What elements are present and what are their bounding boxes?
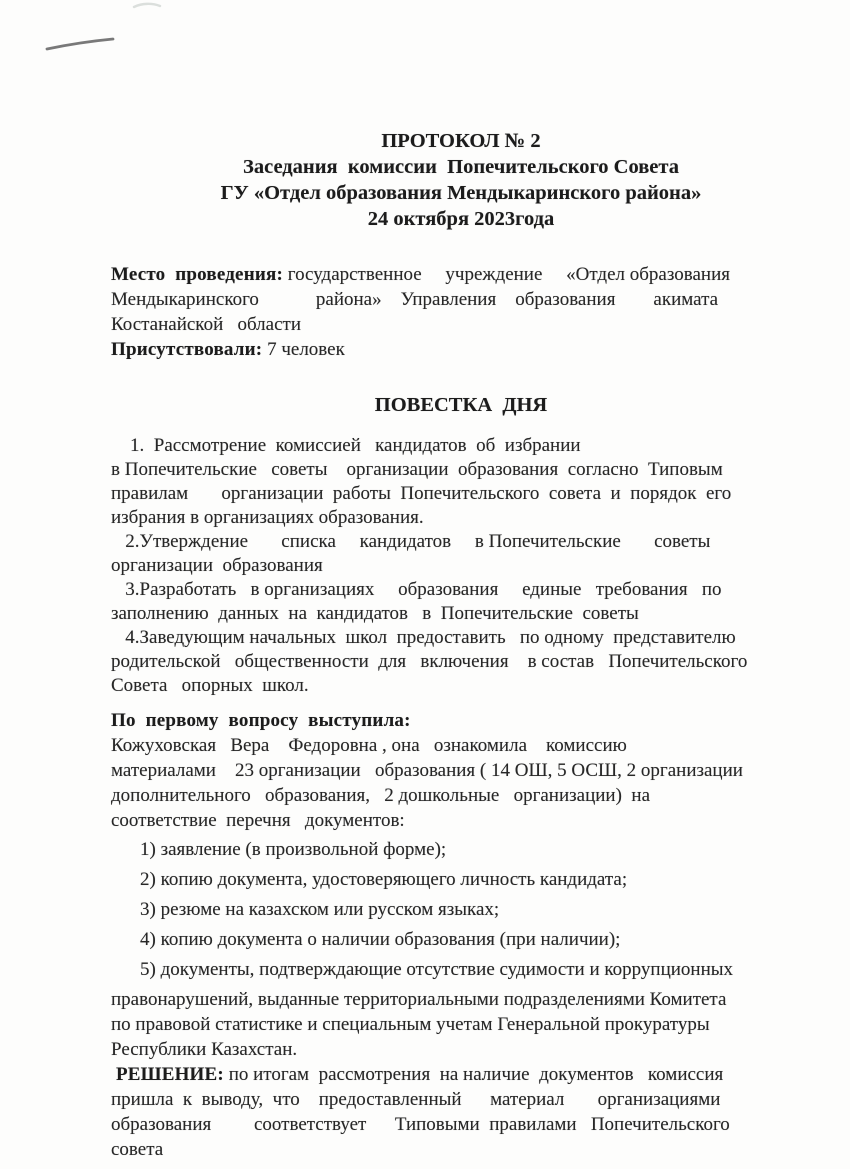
documents-continuation-line: Республики Казахстан. <box>111 1039 298 1060</box>
documents-list <box>111 837 811 982</box>
question-1-paragraph-line: дополнительного образования, 2 дошкольные организации) на <box>111 785 651 806</box>
documents-continuation <box>111 987 811 1062</box>
agenda-paragraph-line: в Попечительские советы организации образования согласно Типовым <box>111 459 723 480</box>
title-block-line: Заседания комиссии Попечительского Совета <box>243 156 679 178</box>
title-block-line: ПРОТОКОЛ № 2 <box>381 130 541 152</box>
question-1-paragraph-line: Кожуховская Вера Федоровна , она ознакомила комиссию <box>111 735 627 756</box>
agenda-paragraph-line: родительской общественности для включения в состав Попечительского <box>111 651 748 672</box>
question-1-paragraph-line: соответствие перечня документов: <box>111 810 405 831</box>
agenda-paragraph-line: 2.Утверждение списка кандидатов в Попечительские советы <box>111 531 711 552</box>
agenda-paragraph-line: Совета опорных школ. <box>111 675 309 696</box>
title-block-line: 24 октября 2023года <box>367 208 555 230</box>
documents-list-line: 1) заявление (в произвольной форме); <box>140 839 447 860</box>
agenda-paragraph-line: 1. Рассмотрение комиссией кандидатов об избрании <box>111 435 581 456</box>
meta-paragraph <box>111 262 811 362</box>
documents-list-line: 4) копию документа о наличии образования (при наличии); <box>140 929 621 950</box>
agenda-paragraph <box>111 434 811 698</box>
agenda-heading-line: ПОВЕСТКА ДНЯ <box>374 394 548 416</box>
pen-mark-stroke <box>47 39 113 49</box>
decision-paragraph-line: совета <box>111 1139 164 1160</box>
documents-list-line: 2) копию документа, удостоверяющего личность кандидата; <box>140 869 628 890</box>
meta-paragraph-line: Костанайской области <box>111 314 301 335</box>
documents-continuation-line: правонарушений, выданные территориальными подразделениями Комитета <box>111 989 727 1010</box>
documents-continuation-line: по правовой статистике и специальным учетам Генеральной прокуратуры <box>111 1014 710 1035</box>
document-body <box>111 0 811 1162</box>
documents-list-line: 5) документы, подтверждающие отсутствие судимости и коррупционных <box>140 959 734 980</box>
decision-paragraph-line: образования соответствует Типовыми правилами Попечительского <box>111 1114 730 1135</box>
title-block-line: ГУ «Отдел образования Мендыкаринского района» <box>220 182 702 204</box>
decision-paragraph-line: пришла к выводу, что предоставленный материал организациями <box>111 1089 721 1110</box>
agenda-paragraph-line: правилам организации работы Попечительского совета и порядок его <box>111 483 732 504</box>
agenda-paragraph-line: избрания в организациях образования. <box>111 507 424 528</box>
question-1-paragraph-line: материалами 23 организации образования ( 14 ОШ, 5 ОСШ, 2 организации <box>111 760 743 781</box>
agenda-paragraph-line: 4.Заведующим начальных школ предоставить по одному представителю <box>111 627 736 648</box>
decision-paragraph <box>111 1062 811 1162</box>
meta-paragraph-line: Присутствовали: 7 человек <box>111 339 345 360</box>
documents-list-line: 3) резюме на казахском или русском языках; <box>140 899 500 920</box>
agenda-heading <box>111 392 811 418</box>
decision-paragraph-line: РЕШЕНИЕ: по итогам рассмотрения на наличие документов комиссия <box>111 1064 724 1085</box>
agenda-paragraph-line: организации образования <box>111 555 323 576</box>
title-block <box>111 128 811 232</box>
agenda-paragraph-line: заполнению данных на кандидатов в Попечительские советы <box>111 603 639 624</box>
question-1-paragraph <box>111 708 811 833</box>
meta-paragraph-line: Место проведения: государственное учреждение «Отдел образования <box>111 264 730 285</box>
meta-paragraph-line: Мендыкаринского района» Управления образования акимата <box>111 289 719 310</box>
pen-mark-artifact <box>44 34 116 54</box>
question-1-paragraph-line: По первому вопросу выступила: <box>111 710 411 731</box>
agenda-paragraph-line: 3.Разработать в организациях образования единые требования по <box>111 579 722 600</box>
